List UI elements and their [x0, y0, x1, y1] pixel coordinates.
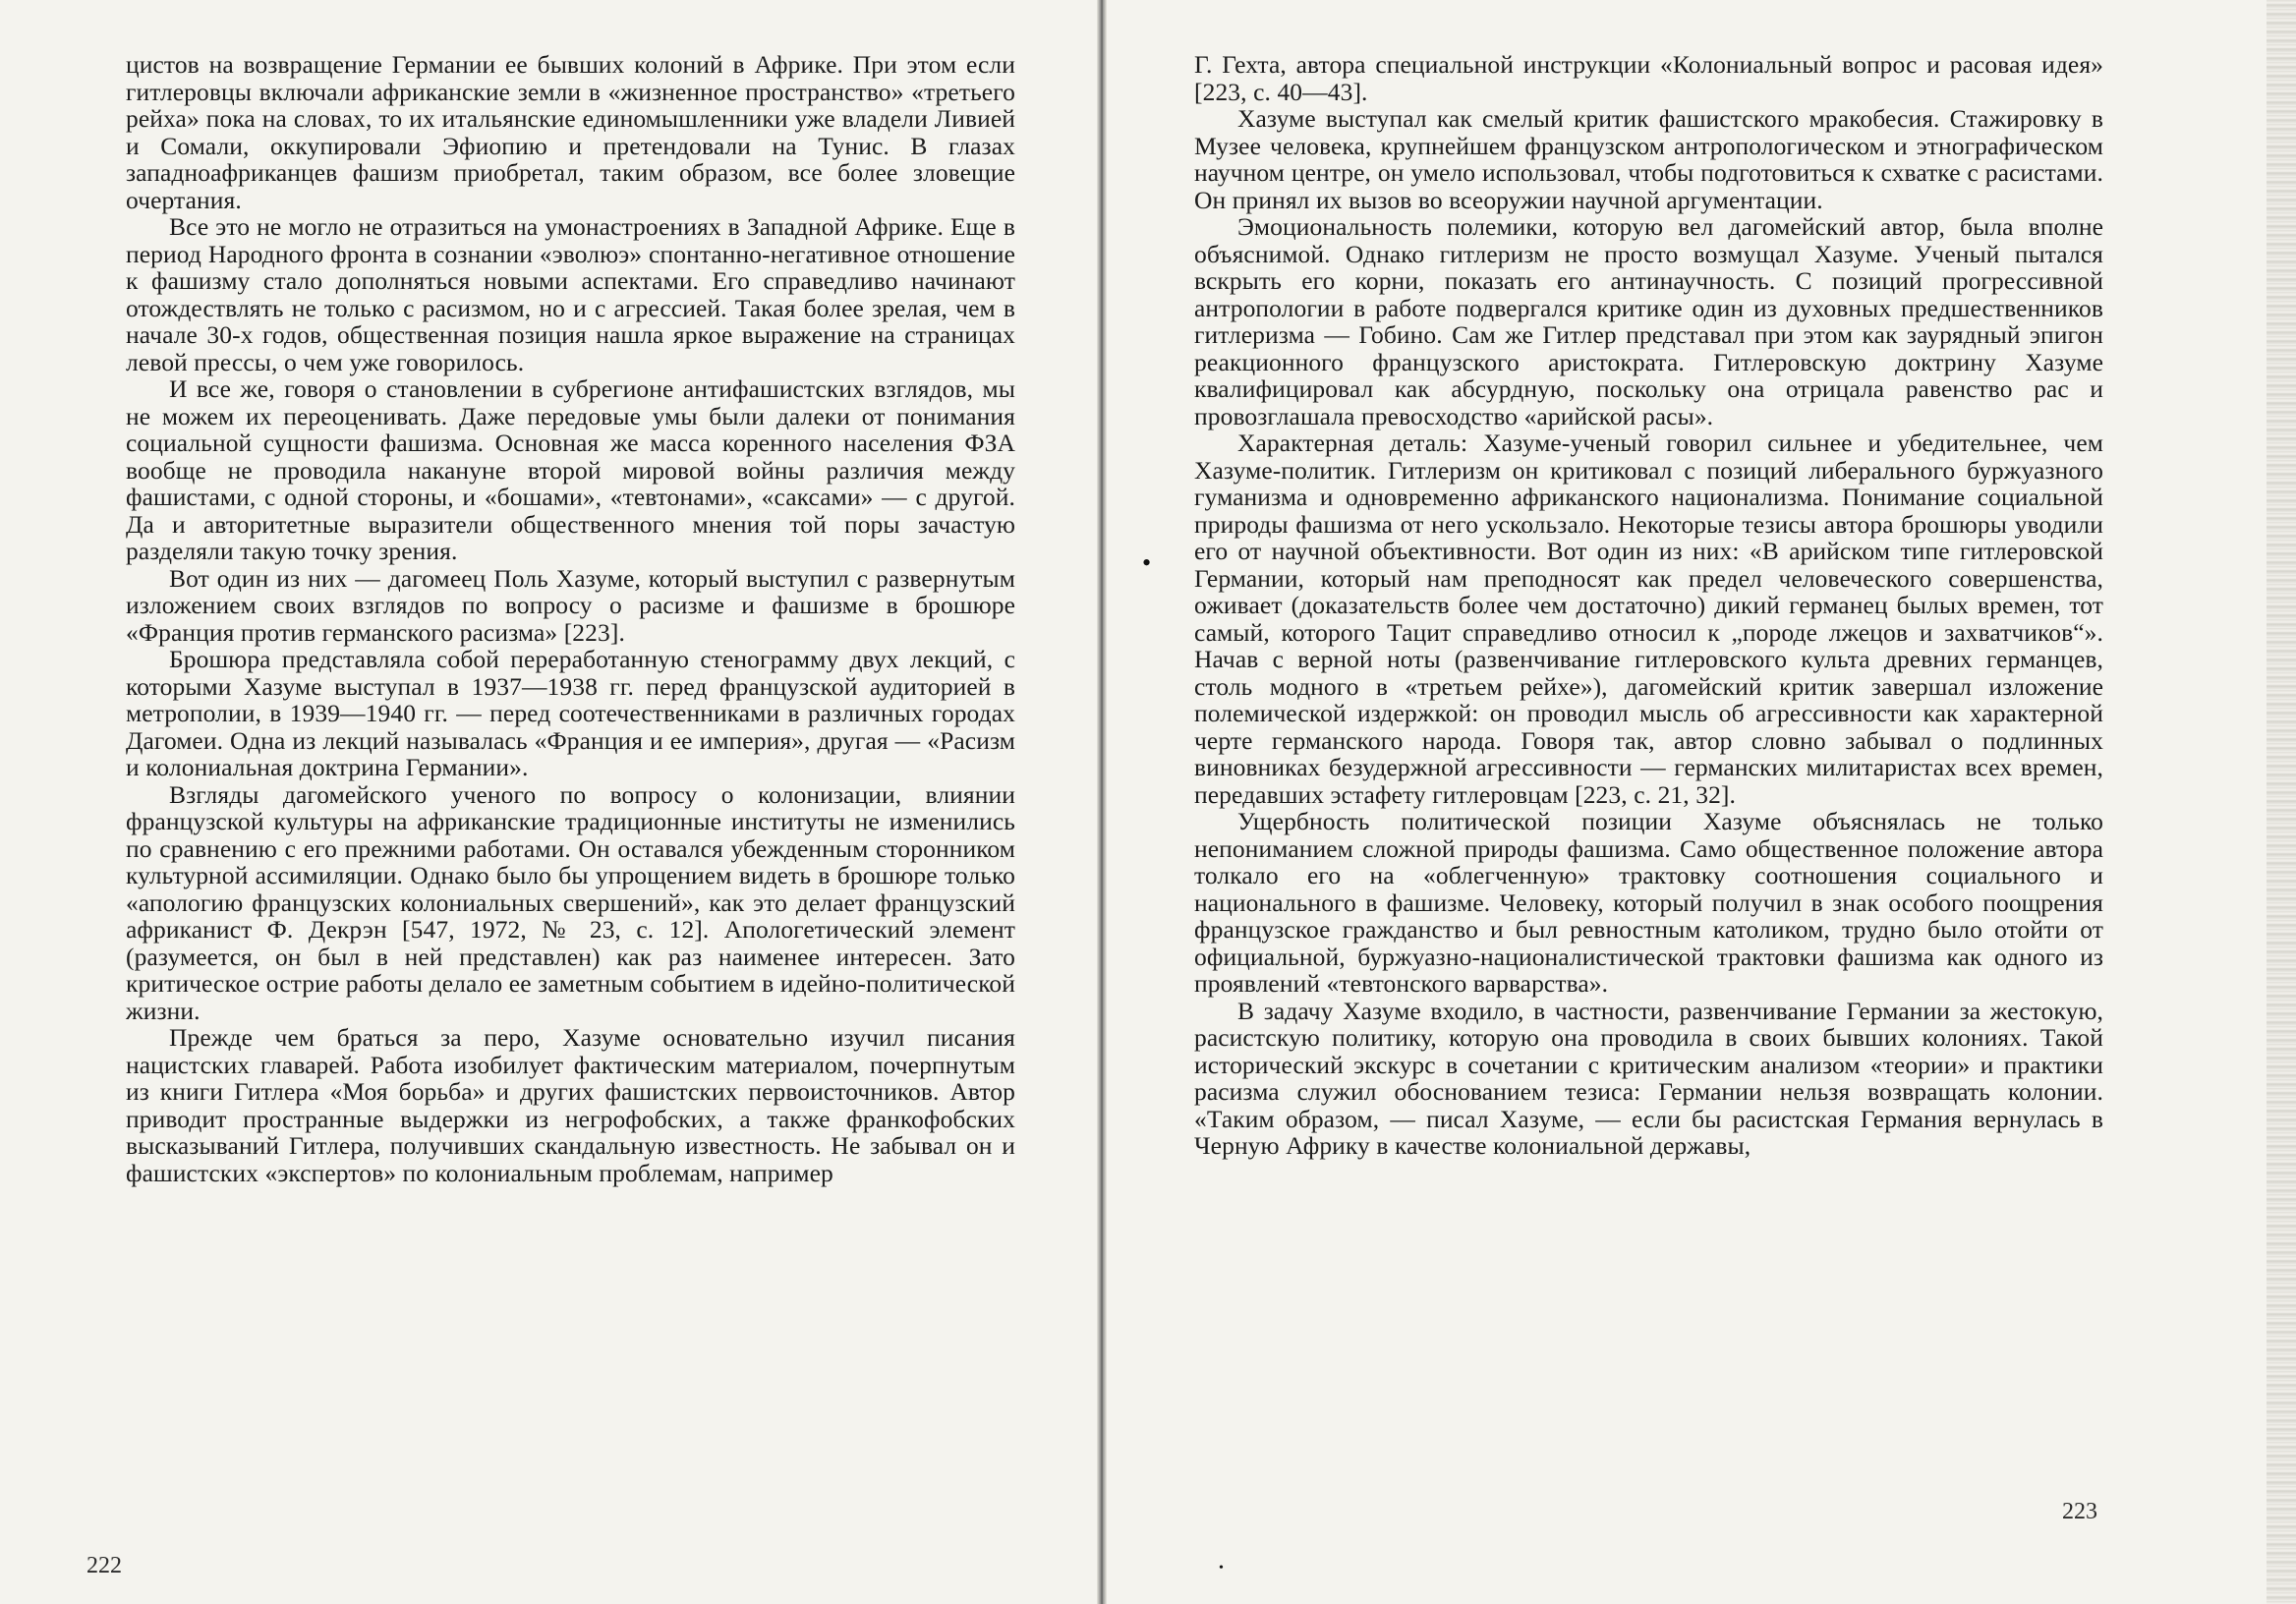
paragraph: Эмоциональность полемики, которую вел дагомейский автор, была вполне объяснимой. Однако гитлеризм не просто возмущал Хазуме. Ученый пытался вскрыть его корни, показать его антинаучность. С позиций прогрессивной антропологии в работе подвергался критике один из духовных предшественников гитлеризма — Гобино. Сам же Гитлер представал при этом как заурядный эпигон реакционного французского аристократа. Гитлеровскую доктрину Хазуме квалифицировал как абсурдную, поскольку она отрицала равенство рас и провозглашала превосходство «арийской расы». [1194, 212, 2103, 430]
right-page [1194, 51, 2103, 1584]
book-gutter [1097, 0, 1107, 1604]
page-number-right: 223 [2062, 1499, 2097, 1524]
paragraph: Характерная деталь: Хазуме-ученый говорил сильнее и убедительнее, чем Хазуме-политик. Гитлеризм он критиковал с позиций либерального буржуазного гуманизма и одновременно африканского национализма. Понимание социальной природы фашизма от него ускользало. Некоторые тезисы автора брошюры уводили его от научной объективности. Вот один из них: «В арийском типе гитлеровской Германии, который нам преподносят как предел человеческого совершенства, оживает (доказательств более чем достаточно) дикий германец былых времен, тот самый, которого Тацит справедливо относил к „породе лжецов и захватчиков“». Начав с верной ноты (развенчивание гитлеровского культа древних германцев, столь модного в «третьем рейхе»), дагомейский критик завершал изложение полемической издержкой: он проводил мысль об агрессивности как характерной черте германского народа. Говоря так, автор словно забывал о подлинных виновниках безудержной агрессивности — германских милитаристах всех времен, передавших эстафету гитлеровцам [223, с. 21, 32]. [1194, 429, 2103, 809]
left-page [126, 51, 1015, 1584]
paragraph: Все это не могло не отразиться на умонастроениях в Западной Африке. Еще в период Народного фронта в сознании «эволюэ» спонтанно-негативное отношение к фашизму стало дополняться новыми аспектами. Его справедливо начинают отождествлять не только с расизмом, но и с агрессией. Такая более зрелая, чем в начале 30-х годов, общественная позиция нашла яркое выражение на страницах левой прессы, о чем уже говорилось. [126, 212, 1015, 376]
paragraph: В задачу Хазуме входило, в частности, развенчивание Германии за жестокую, расистскую политику, которую она проводила в своих бывших колониях. Такой исторический экскурс в сочетании с критическим анализом «теории» и практики расизма служил обоснованием тезиса: Германии нельзя возвращать колонии. «Таким образом, — писал Хазуме, — если бы расистская Германия вернулась в Черную Африку в качестве колониальной державы, [1194, 996, 2103, 1160]
paragraph: Брошюра представляла собой переработанную стенограмму двух лекций, с которыми Хазуме выступал в 1937—1938 гг. перед французской аудиторией в метрополии, в 1939—1940 гг. — перед соотечественниками в различных городах Дагомеи. Одна из лекций называлась «Франция и ее империя», другая — «Расизм и колониальная доктрина Германии». [126, 645, 1015, 781]
page-number-left: 222 [86, 1553, 122, 1578]
paragraph: Ущербность политической позиции Хазуме объяснялась не только непониманием сложной природы фашизма. Само общественное положение автора толкало его на «облегченную» трактовку соотношения социального и национального в фашизме. Человеку, который получил в знак особого поощрения французское гражданство и был ревностным католиком, трудно было отойти от официальной, буржуазно-националистической трактовки фашизма как одного из проявлений «тевтонского варварства». [1194, 807, 2103, 998]
paragraph: Хазуме выступал как смелый критик фашистского мракобесия. Стажировку в Музее человека, крупнейшем французском антропологическом и этнографическом научном центре, он умело использовал, чтобы подготовиться к схватке с расистами. Он принял их вызов во всеоружии научной аргументации. [1194, 104, 2103, 214]
margin-mark: • [1219, 1561, 1224, 1575]
margin-mark: • [1142, 548, 1152, 577]
paragraph: цистов на возвращение Германии ее бывших колоний в Африке. При этом если гитлеровцы включали африканские земли в «жизненное пространство» «третьего рейха» пока на словах, то их итальянские единомышленники уже владели Ливией и Сомали, оккупировали Эфиопию и претендовали на Тунис. В глазах западноафриканцев фашизм приобретал, таким образом, все более зловещие очертания. [126, 50, 1015, 214]
paragraph: Вот один из них — дагомеец Поль Хазуме, который выступил с развернутым изложением своих взглядов по вопросу о расизме и фашизме в брошюре «Франция против германского расизма» [223]. [126, 563, 1015, 647]
paragraph: Г. Гехта, автора специальной инструкции «Колониальный вопрос и расовая идея» [223, с. 40—43]. [1194, 50, 2103, 106]
page-edge [2267, 0, 2296, 1604]
paragraph: Прежде чем браться за перо, Хазуме основательно изучил писания нацистских главарей. Работа изобилует фактическим материалом, почерпнутым из книги Гитлера «Моя борьба» и других фашистских первоисточников. Автор приводит пространные выдержки из негрофобских, а также франкофобских высказываний Гитлера, получивших скандальную известность. Не забывал он и фашистских «экспертов» по колониальным проблемам, например [126, 1023, 1015, 1187]
paragraph: Взгляды дагомейского ученого по вопросу о колонизации, влиянии французской культуры на африканские традиционные институты не изменились по сравнению с его прежними работами. Он оставался убежденным сторонником культурной ассимиляции. Однако было бы упрощением видеть в брошюре только «апологию французских колониальных свершений», как это делает французский африканист Ф. Декрэн [547, 1972, № 23, с. 12]. Апологетический элемент (разумеется, он был в ней представлен) как раз наименее интересен. Зато критическое острие работы делало ее заметным событием в идейно-политической жизни. [126, 779, 1015, 1025]
paragraph: И все же, говоря о становлении в субрегионе антифашистских взглядов, мы не можем их переоценивать. Даже передовые умы были далеки от понимания социальной сущности фашизма. Основная же масса коренного населения ФЗА вообще не проводила накануне второй мировой войны различия между фашистами, с одной стороны, и «бошами», «тевтонами», «саксами» — с другой. Да и авторитетные выразители общественного мнения той поры зачастую разделяли такую точку зрения. [126, 374, 1015, 565]
